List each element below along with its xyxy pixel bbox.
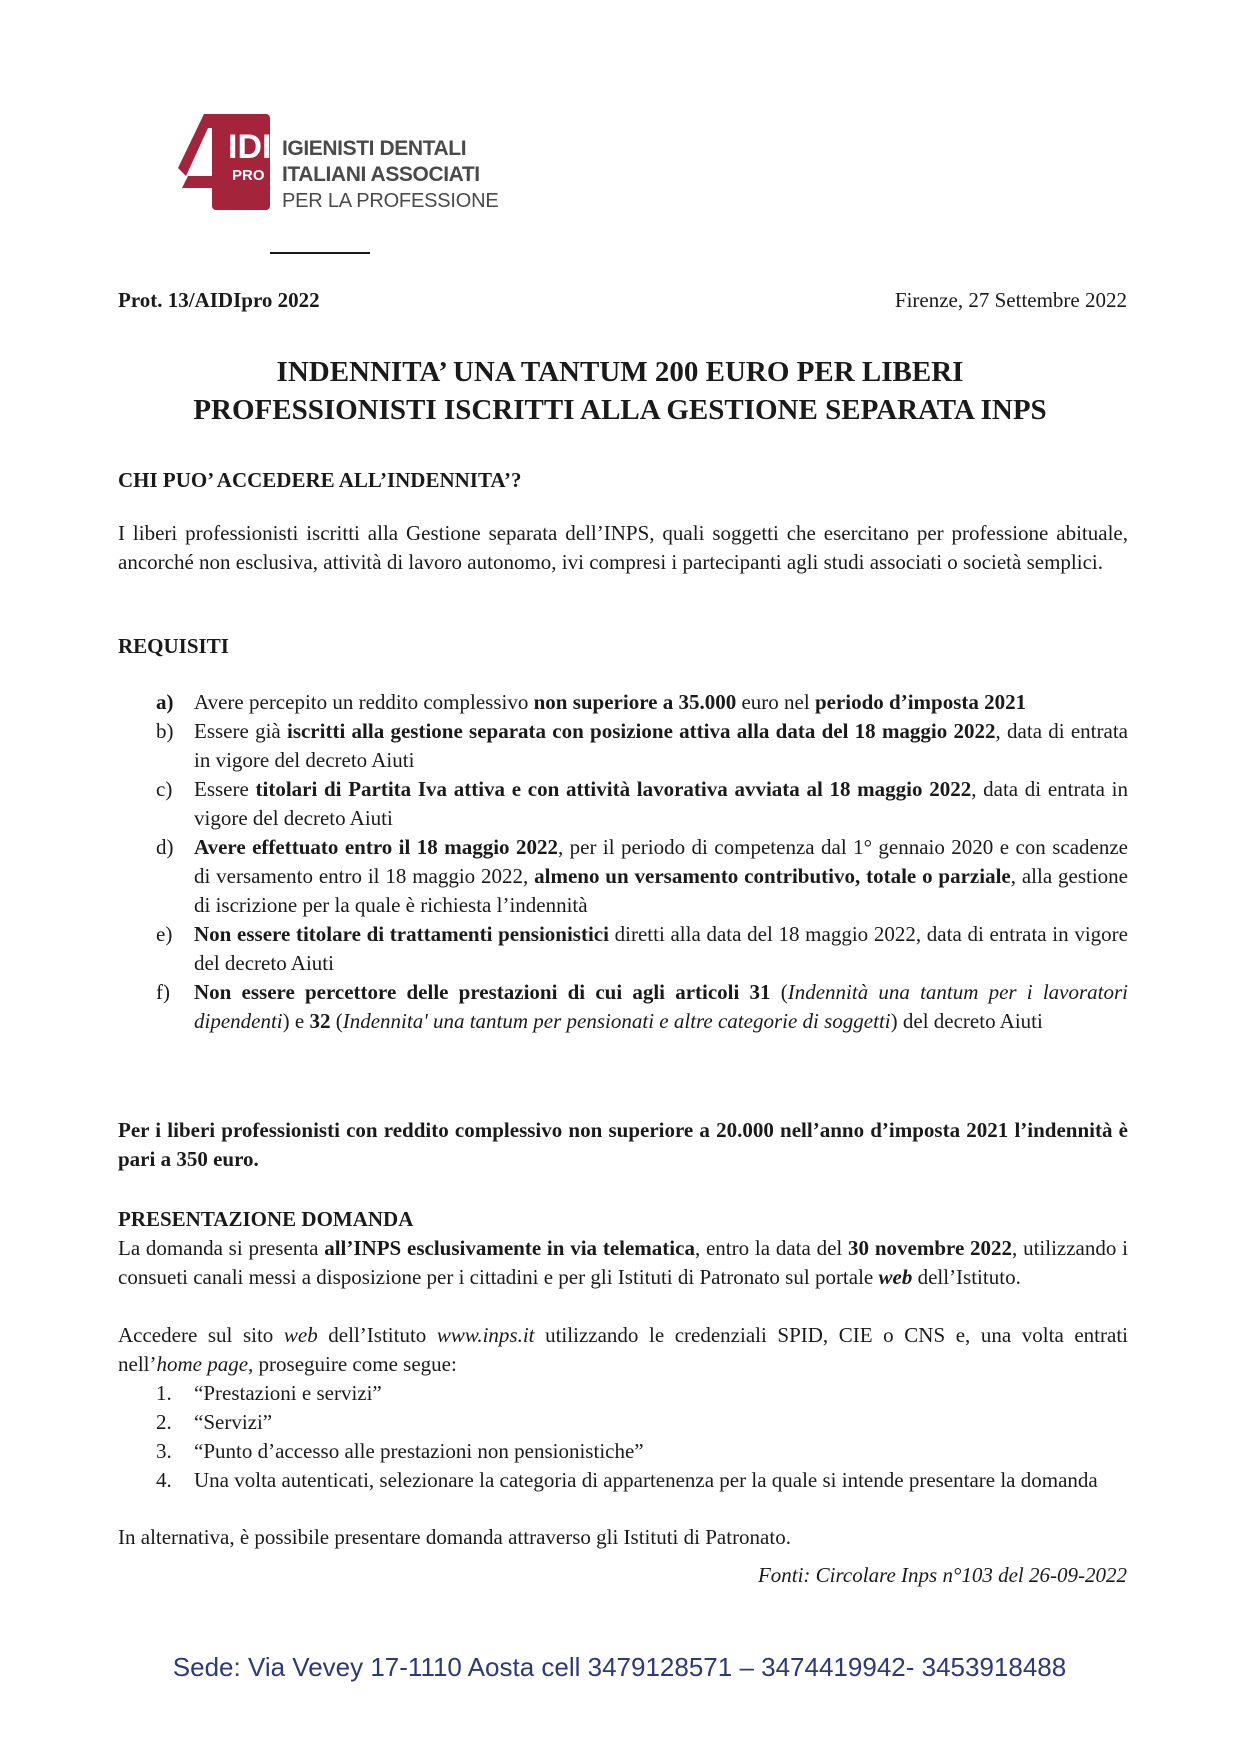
requirement-item: a) Avere percepito un reddito complessivo non superiore a 35.000 euro nel periodo d’imposta 2021 <box>118 688 1128 717</box>
application-paragraph: La domanda si presenta all’INPS esclusivamente in via telematica, entro la data del 30 novembre 2022, utilizzando i consueti canali messi a disposizione per i cittadini e per gli Istituti di Patronato sul portale web dell’Istituto. <box>118 1236 1128 1289</box>
access-paragraph: Accedere sul sito web dell’Istituto www.inps.it utilizzando le credenziali SPID, CIE o CNS e, una volta entrati nell’home page, proseguire come segue: <box>118 1323 1128 1376</box>
requirement-item: f) Non essere percettore delle prestazioni di cui agli articoli 31 (Indennità una tantum per i lavoratori dipendenti) e 32 (Indennita' una tantum per pensionati e altre categorie di soggetti) del decreto Aiuti <box>156 980 1128 1033</box>
section-heading-requirements: REQUISITI <box>118 634 229 658</box>
place-date: Firenze, 27 Settembre 2022 <box>894 288 1127 312</box>
logo <box>178 114 499 214</box>
step-item: 2. “Servizi” <box>156 1410 273 1434</box>
protocol-number: Prot. 13/AIDIpro 2022 <box>118 288 320 312</box>
step-item: 1. “Prestazioni e servizi” <box>156 1381 382 1405</box>
logo-line-1: IGIENISTI DENTALI <box>282 137 467 160</box>
steps-list <box>118 1379 1128 1495</box>
section-heading-application: PRESENTAZIONE DOMANDA <box>118 1207 414 1231</box>
footer-address: Sede: Via Vevey 17-1110 Aosta cell 3479128571 – 3474419942- 3453918488 <box>172 1652 1067 1682</box>
requirement-item: d) Avere effettuato entro il 18 maggio 2022, per il periodo di competenza dal 1° gennaio 2020 e con scadenze di versamento entro il 18 maggio 2022, almeno un versamento contributivo, totale o parziale, alla gestione di iscrizione per la quale è richiesta l’indennità <box>156 835 1128 917</box>
requirements-list <box>118 688 1128 1036</box>
logo-mark-pro: PRO <box>232 167 265 184</box>
logo-text <box>282 136 498 214</box>
list-marker: d) <box>156 835 174 859</box>
section-heading-eligibility: CHI PUO’ ACCEDERE ALL’INDENNITA’? <box>118 468 522 492</box>
requirement-item: e) Non essere titolare di trattamenti pensionistici diretti alla data del 18 maggio 2022, data di entrata in vigore del decreto Aiuti <box>156 922 1128 975</box>
logo-mark-di: IDI <box>228 128 272 166</box>
logo-line-2: ITALIANI ASSOCIATI <box>282 163 480 186</box>
step-item: 4. Una volta autenticati, selezionare la categoria di appartenenza per la quale si intende presentare la domanda <box>156 1468 1098 1492</box>
sources-note: Fonti: Circolare Inps n°103 del 26-09-2022 <box>757 1563 1127 1587</box>
list-marker: f) <box>156 980 170 1004</box>
list-marker: b) <box>156 719 174 743</box>
requirement-item: c) Essere titolari di Partita Iva attiva e con attività lavorativa avviata al 18 maggio 2022, data di entrata in vigore del decreto Aiuti <box>156 777 1128 830</box>
bonus-note: Per i liberi professionisti con reddito complessivo non superiore a 20.000 nell’anno d’imposta 2021 l’indennità è pari a 350 euro. <box>118 1118 1128 1171</box>
logo-divider <box>270 252 370 254</box>
list-marker: c) <box>156 777 173 801</box>
requirement-item: b) Essere già iscritti alla gestione separata con posizione attiva alla data del 18 maggio 2022, data di entrata in vigore del decreto Aiuti <box>156 719 1128 772</box>
list-marker: a) <box>156 690 174 714</box>
document-title <box>100 353 1140 429</box>
eligibility-paragraph: I liberi professionisti iscritti alla Gestione separata dell’INPS, quali soggetti che esercitano per professione abituale, ancorché non esclusiva, attività di lavoro autonomo, ivi compresi i partecipanti agli studi associati o società semplici. <box>118 521 1128 574</box>
logo-line-3: PER LA PROFESSIONE <box>282 190 499 212</box>
alternative-note: In alternativa, è possibile presentare domanda attraverso gli Istituti di Patronato. <box>118 1525 791 1549</box>
list-marker: e) <box>156 922 173 946</box>
title-line-1: INDENNITA’ UNA TANTUM 200 EURO PER LIBERI <box>276 356 964 388</box>
title-line-2: PROFESSIONISTI ISCRITTI ALLA GESTIONE SEPARATA INPS <box>193 394 1047 426</box>
step-item: 3. “Punto d’accesso alle prestazioni non pensionistiche” <box>156 1439 644 1463</box>
inps-website: www.inps.it <box>436 1323 535 1347</box>
aidi-logo-mark <box>178 114 278 214</box>
